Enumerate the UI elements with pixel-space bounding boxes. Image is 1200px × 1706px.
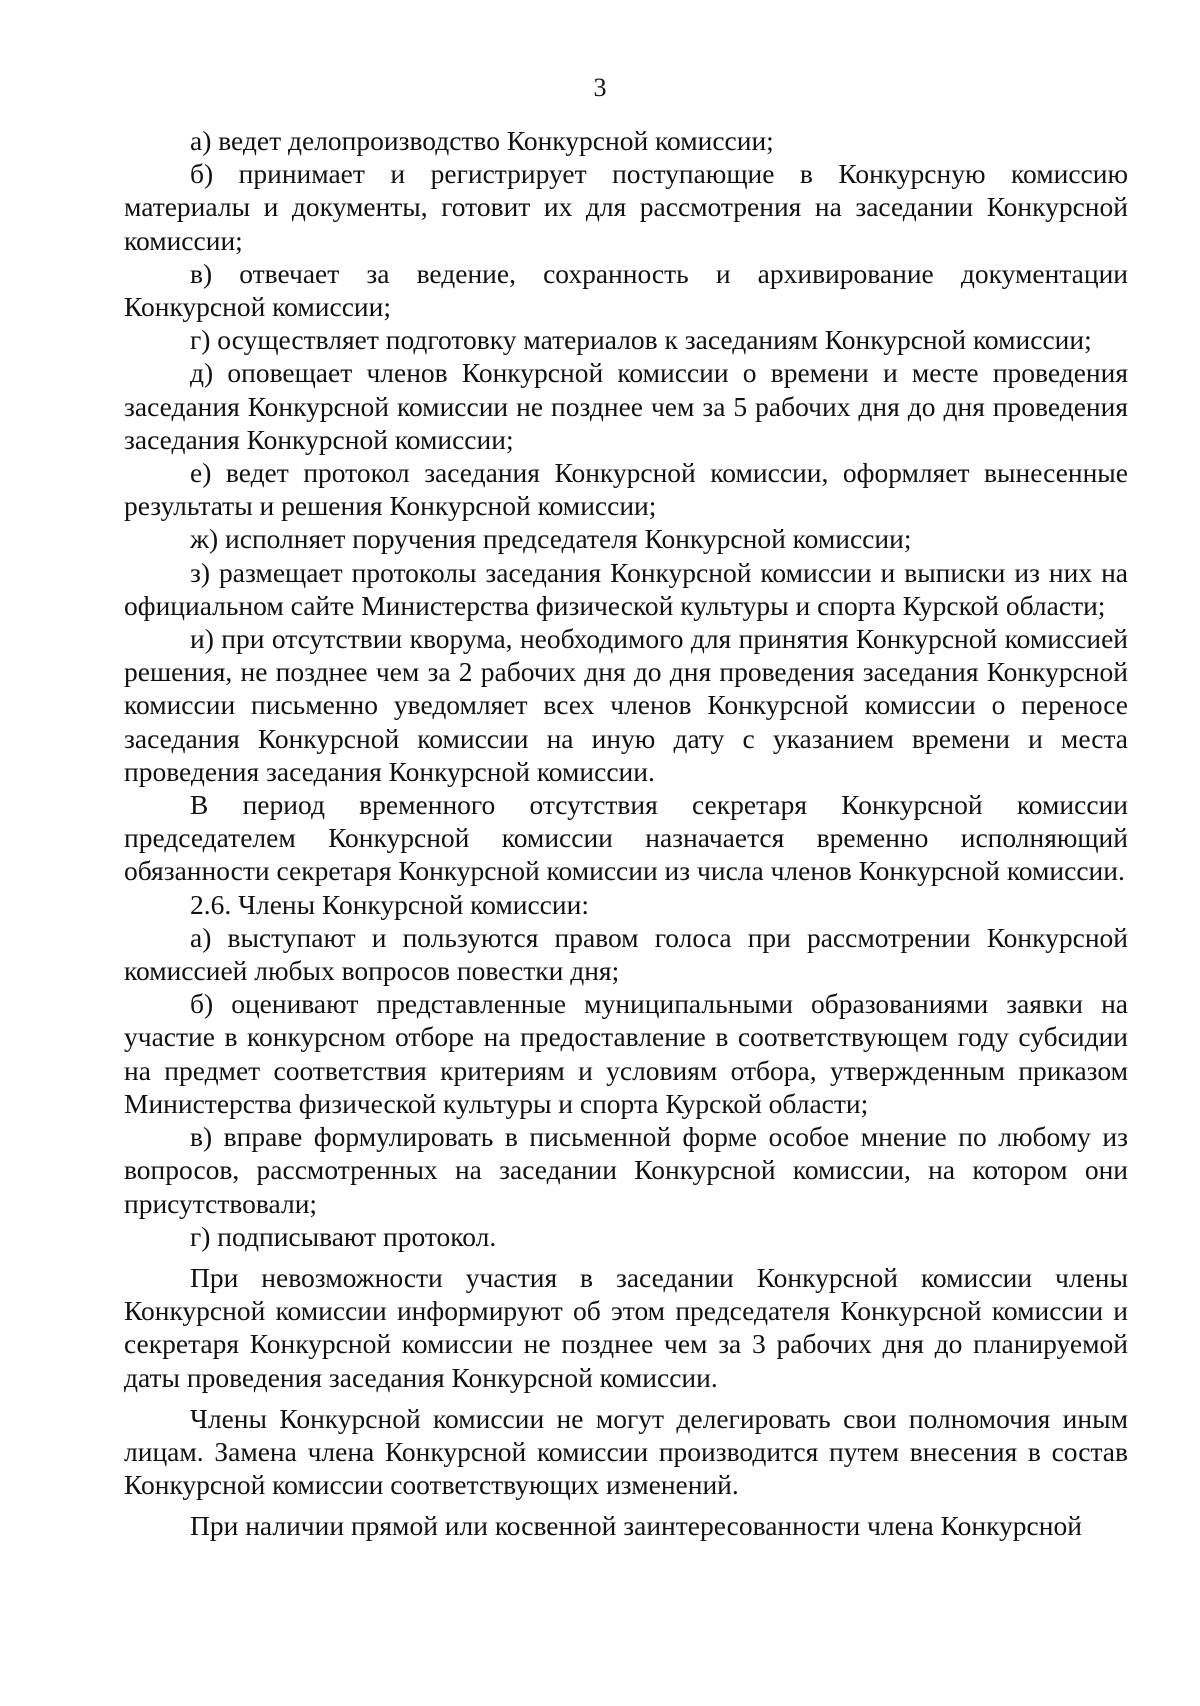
page-number: 3 [593,73,607,102]
paragraph-2-6-g: г) подписывают протокол. [190,1220,497,1252]
paragraph-secretary-absence: В период временного отсутствия секретаря Конкурсной комиссии председателем Конкурсной комиссии назначается временно исполняющий обязанности секретаря Конкурсной комиссии из числа членов Конкурсной комиссии. [124,789,1128,887]
paragraph-2-5-v: в) отвечает за ведение, сохранность и архивирование документации Конкурсной комиссии; [124,257,1128,323]
paragraph-2-5-i: и) при отсутствии кворума, необходимого для принятия Конкурсной комиссией решения, не позднее чем за 2 рабочих дня до дня проведения заседания Конкурсной комиссии письменно уведомляет всех членов Конкурсной комиссии о переносе заседания Конкурсной комиссии на иную дату с указанием времени и места проведения заседания Конкурсной комиссии. [124,623,1128,787]
paragraph-member-absence: При невозможности участия в заседании Конкурсной комиссии члены Конкурсной комиссии информируют об этом председателя Конкурсной комиссии и секретаря Конкурсной комиссии не позднее чем за 3 рабочих дня до планируемой даты проведения заседания Конкурсной комиссии. [124,1261,1128,1393]
paragraph-2-6-v: в) вправе формулировать в письменной форме особое мнение по любому из вопросов, рассмотренных на заседании Конкурсной комиссии, на котором они присутствовали; [124,1121,1128,1219]
document-body [124,124,1128,1543]
paragraph-2-5-zh: ж) исполняет поручения председателя Конкурсной комиссии; [190,523,912,555]
paragraph-2-5-a: а) ведет делопроизводство Конкурсной комиссии; [190,125,774,156]
paragraph-2-5-g: г) осуществляет подготовку материалов к заседаниям Конкурсной комиссии; [190,324,1092,356]
paragraph-no-delegation: Члены Конкурсной комиссии не могут делегировать свои полномочия иным лицам. Замена члена Конкурсной комиссии производится путем внесения в состав Конкурсной комиссии соответствующих изменений. [124,1402,1128,1501]
paragraph-2-5-b: б) принимает и регистрирует поступающие в Конкурсную комиссию материалы и документы, готовит их для рассмотрения на заседании Конкурсной комиссии; [124,158,1128,256]
paragraph-2-5-z: з) размещает протоколы заседания Конкурсной комиссии и выписки из них на официальном сайте Министерства физической культуры и спорта Курской области; [124,556,1128,621]
paragraph-2-5-d: д) оповещает членов Конкурсной комиссии о времени и месте проведения заседания Конкурсной комиссии не позднее чем за 5 рабочих дня до дня проведения заседания Конкурсной комиссии; [124,357,1128,455]
paragraph-2-6-b: б) оценивают представленные муниципальными образованиями заявки на участие в конкурсном отборе на предоставление в соответствующем году субсидии на предмет соответствия критериям и условиям отбора, утвержденным приказом Министерства физической культуры и спорта Курской области; [124,988,1128,1119]
paragraph-conflict-of-interest: При наличии прямой или косвенной заинтересованности члена Конкурсной [190,1510,1082,1542]
section-heading-2-6: 2.6. Члены Конкурсной комиссии: [190,888,589,920]
paragraph-2-6-a: а) выступают и пользуются правом голоса при рассмотрении Конкурсной комиссией любых вопросов повестки дня; [124,921,1128,987]
paragraph-2-5-e: е) ведет протокол заседания Конкурсной комиссии, оформляет вынесенные результаты и решения Конкурсной комиссии; [124,457,1128,522]
